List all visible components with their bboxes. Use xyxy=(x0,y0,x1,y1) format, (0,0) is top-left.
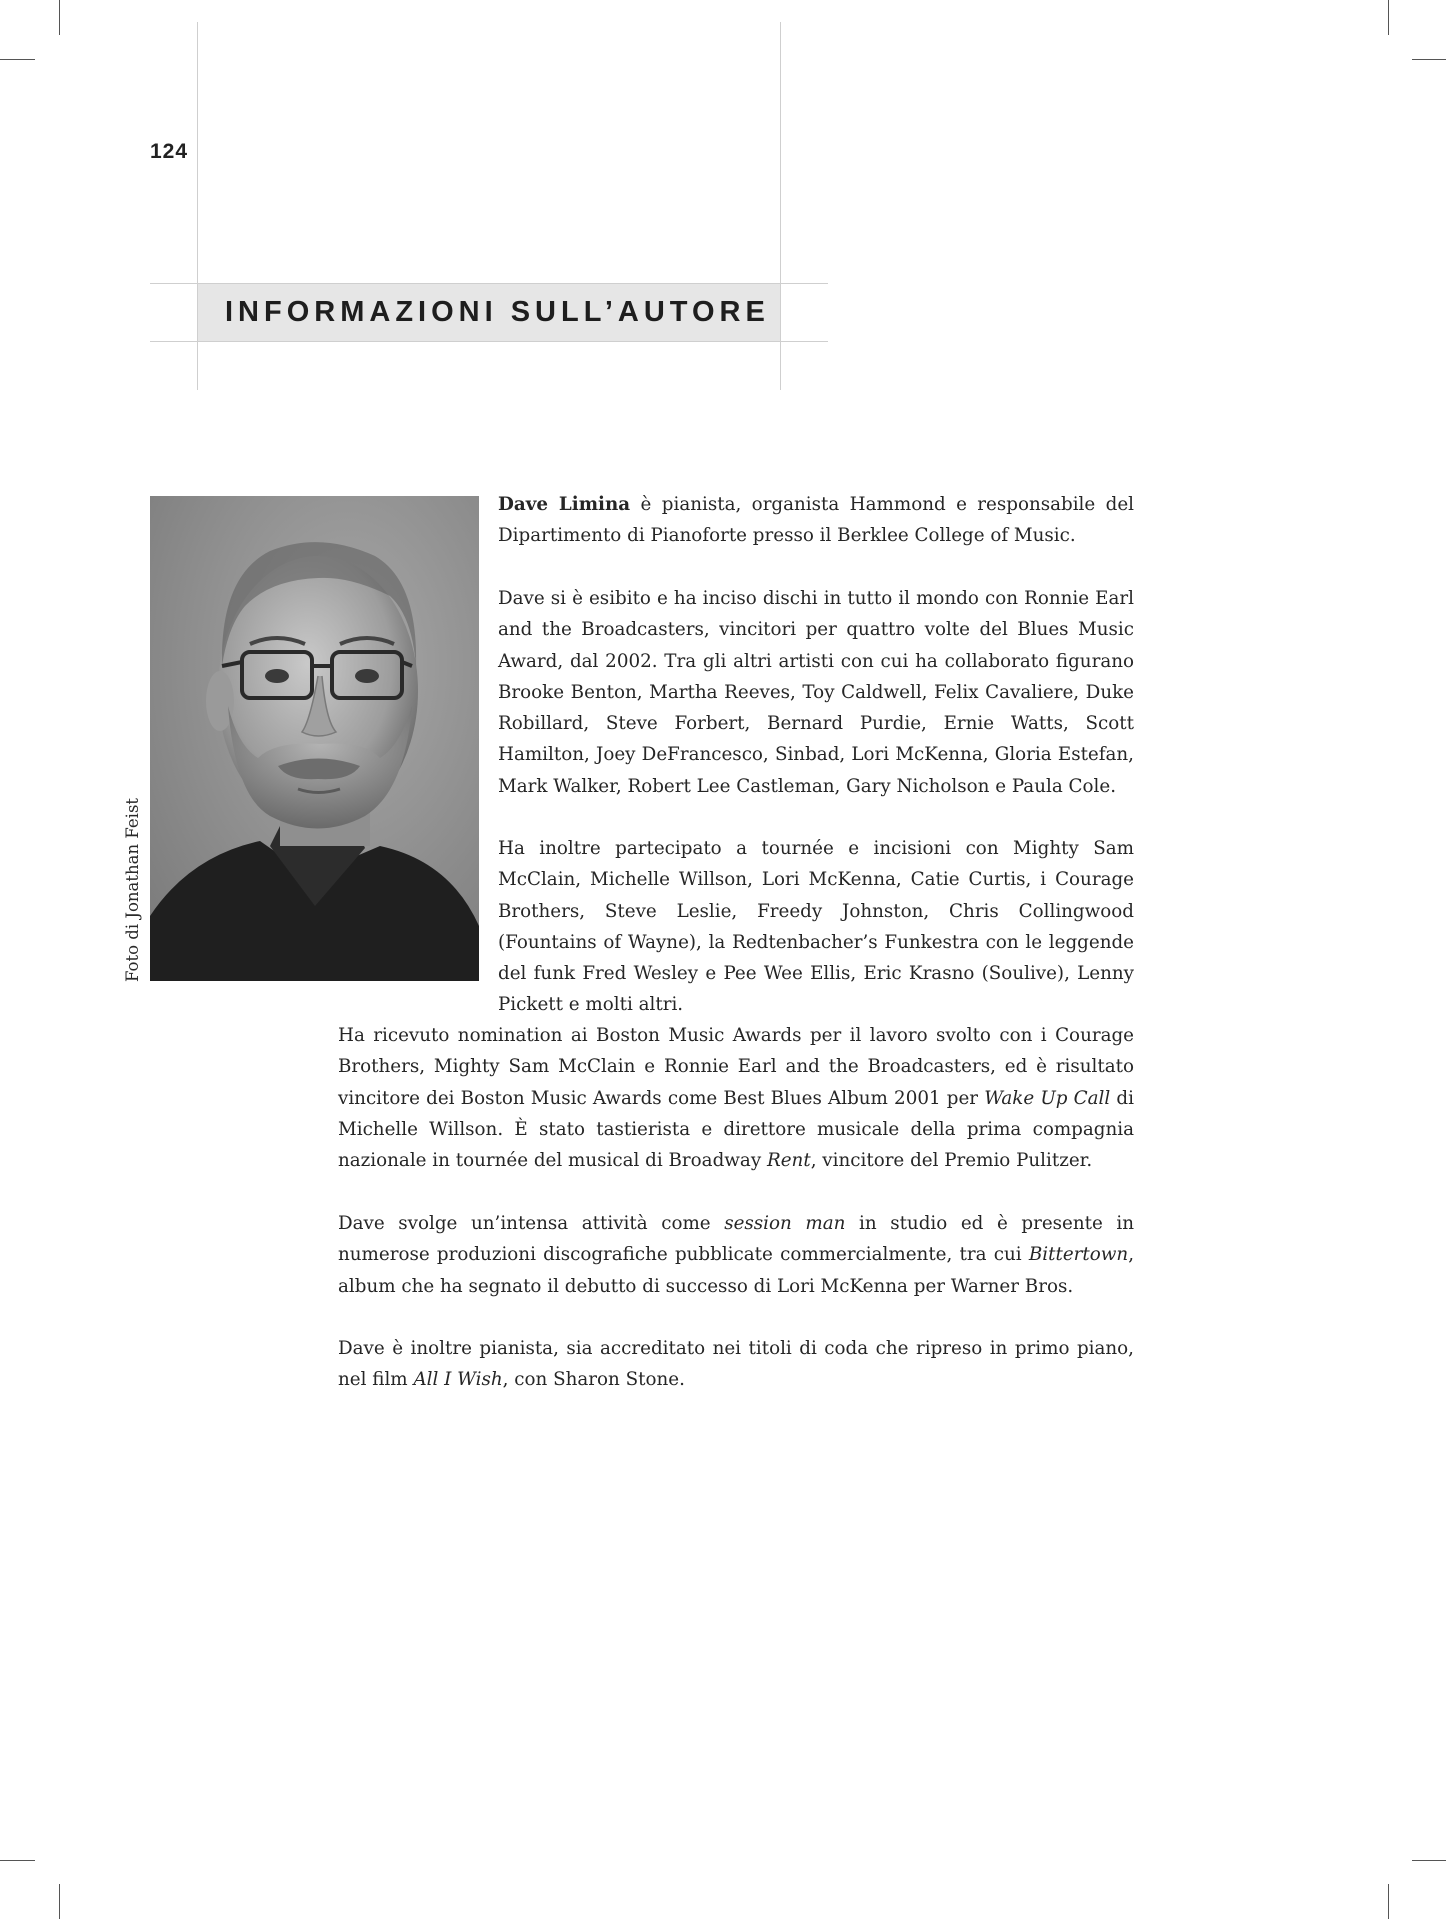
crop-mark xyxy=(59,0,60,35)
author-name: Dave Limina xyxy=(498,494,631,515)
paragraph-collaborations: Dave si è esibito e ha inciso dischi in tutto il mondo con Ronnie Earl and the Broadcasters, vincitori per quattro volte del Blues Music Award, dal 2002. Tra gli altri artisti con cui ha collaborato figurano Brooke Benton, Martha Reeves, Toy Caldwell, Felix Cavaliere, Duke Robillard, Steve Forbert, Bernard Purdie, Ernie Watts, Scott Hamilton, Joey DeFrancesco, Sinbad, Lori McKenna, Gloria Estefan, Mark Walker, Robert Lee Castleman, Gary Nicholson e Paula Cole. xyxy=(498,588,1134,797)
crop-mark xyxy=(59,1884,60,1919)
paragraph-awards xyxy=(338,1020,1134,1176)
paragraph-text: , vincitore del Premio Pulitzer. xyxy=(810,1150,1093,1172)
emphasis-term: session man xyxy=(724,1213,846,1234)
paragraph-text: Dave è inoltre pianista, sia accreditato nei titoli di coda che ripreso in primo piano, nel film xyxy=(338,1338,1134,1391)
musical-title: Rent xyxy=(766,1150,811,1172)
author-portrait-illustration xyxy=(150,496,479,981)
crop-mark xyxy=(1412,1860,1446,1861)
album-title: Wake Up Call xyxy=(984,1087,1111,1109)
crop-mark xyxy=(1388,1884,1389,1919)
paragraph-text: , con Sharon Stone. xyxy=(502,1369,685,1391)
paragraph-text: Dave svolge un’intensa attività come xyxy=(338,1213,725,1234)
paragraph-session-work xyxy=(338,1208,1134,1302)
album-title: Bittertown xyxy=(1028,1244,1129,1266)
paragraph-text: è pianista, organista Hammond e responsabile del Dipartimento di Pianoforte presso il Berklee College of Music. xyxy=(498,494,1134,547)
paragraph-text: in studio ed è presente in numerose produzioni discografiche pubblicate commercialmente, tra cui xyxy=(338,1213,1134,1266)
paragraph-tours: Ha inoltre partecipato a tournée e incisioni con Mighty Sam McClain, Michelle Willson, Lori McKenna, Catie Curtis, i Courage Brothers, Steve Leslie, Freedy Johnston, Chris Collingwood (Fountains of Wayne), la Redtenbacher’s Funkestra con le leggende del funk Fred Wesley e Pee Wee Ellis, Eric Krasno (Soulive), Lenny Pickett e molti altri. xyxy=(498,838,1134,1016)
header-guide-line xyxy=(150,341,828,342)
paragraph-text: di Michelle Willson. È stato tastierista e direttore musicale della prima compagnia nazionale in tournée del musical di Broadway xyxy=(338,1087,1134,1172)
crop-mark xyxy=(0,59,35,60)
paragraph-text: , album che ha segnato il debutto di successo di Lori McKenna per Warner Bros. xyxy=(338,1244,1134,1297)
paragraph-film xyxy=(338,1333,1134,1396)
film-title: All I Wish xyxy=(413,1369,503,1391)
photo-credit: Foto di Jonathan Feist xyxy=(123,797,142,982)
crop-mark xyxy=(1388,0,1389,35)
crop-mark xyxy=(1412,59,1446,60)
author-photo xyxy=(150,496,479,981)
header-guide-line xyxy=(780,22,781,390)
paragraph-text: Ha ricevuto nomination ai Boston Music Awards per il lavoro svolto con i Courage Brothers, Mighty Sam McClain e Ronnie Earl and the Broadcasters, ed è risultato vincitore dei Boston Music Awards come Best Blues Album 2001 per xyxy=(338,1025,1134,1109)
section-heading: INFORMAZIONI SULL’AUTORE xyxy=(225,296,770,328)
page-number: 124 xyxy=(150,140,189,163)
crop-mark xyxy=(0,1860,35,1861)
paragraph-intro xyxy=(498,489,1134,552)
